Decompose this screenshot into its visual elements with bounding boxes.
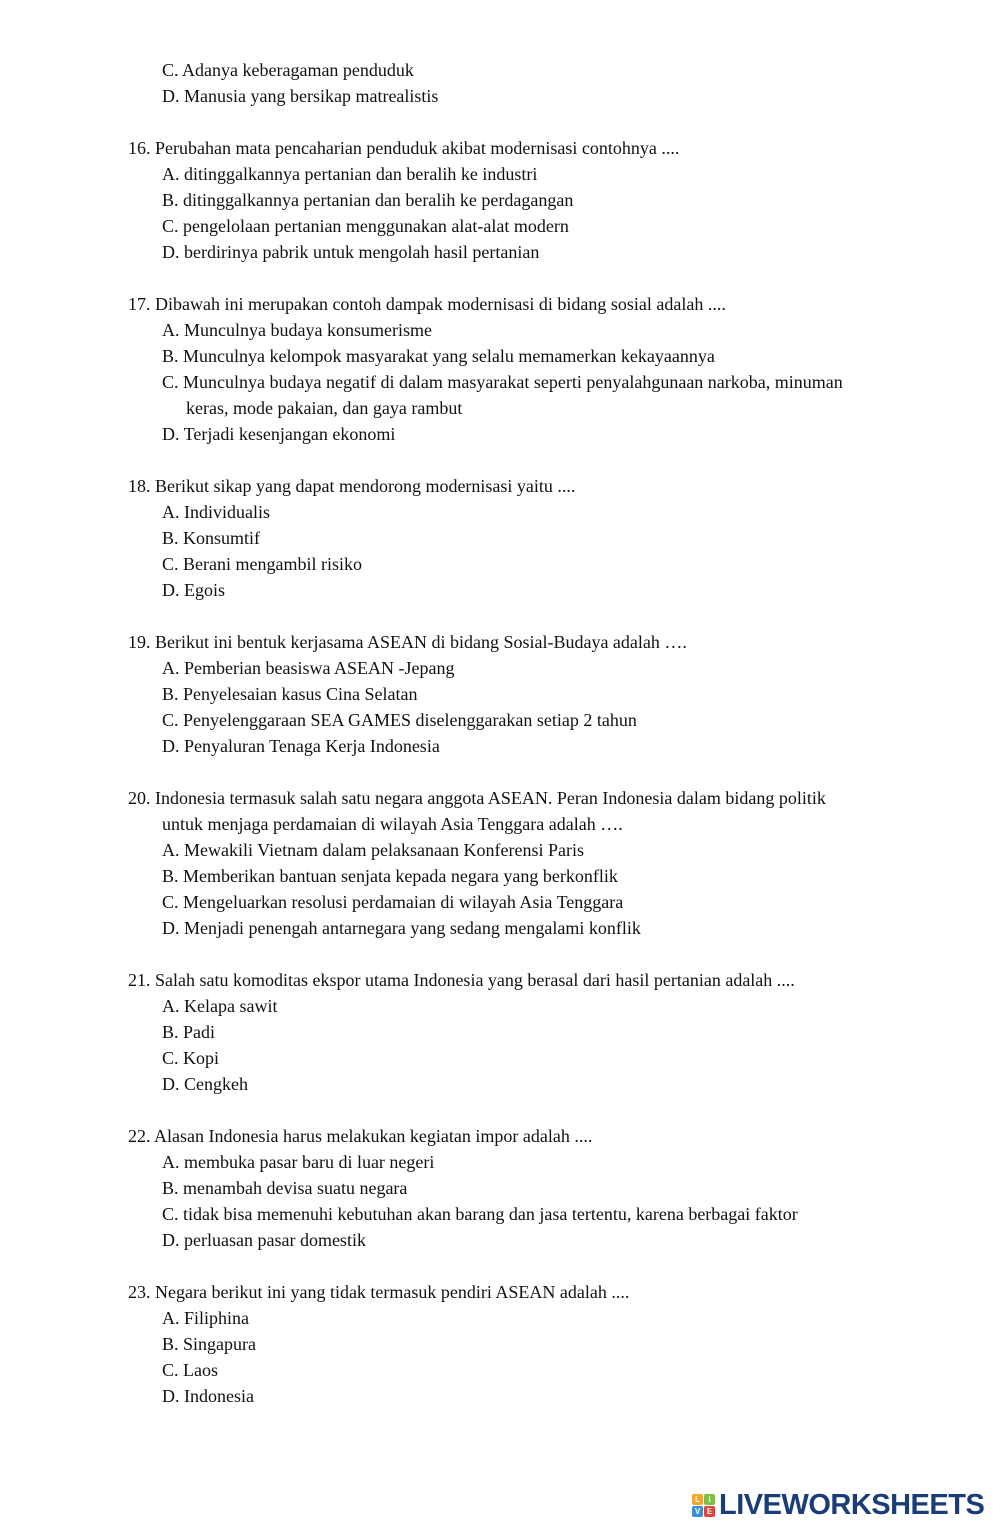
logo-tile: V (692, 1506, 703, 1517)
question-text: 16. Perubahan mata pencaharian penduduk akibat modernisasi contohnya .... (128, 138, 680, 158)
question-text: untuk menjaga perdamaian di wilayah Asia Tenggara adalah …. (162, 814, 623, 834)
answer-option: D. berdirinya pabrik untuk mengolah hasil pertanian (162, 242, 540, 262)
answer-option: A. Filiphina (162, 1308, 250, 1328)
question-text: 22. Alasan Indonesia harus melakukan kegiatan impor adalah .... (128, 1126, 593, 1146)
answer-option: C. Kopi (162, 1048, 220, 1068)
answer-option: B. Munculnya kelompok masyarakat yang selalu memamerkan kekayaannya (162, 346, 715, 366)
question-text: 21. Salah satu komoditas ekspor utama Indonesia yang berasal dari hasil pertanian adalah .... (128, 970, 795, 990)
question-block (0, 473, 1000, 603)
answer-option: B. Padi (162, 1022, 216, 1042)
question-text: 19. Berikut ini bentuk kerjasama ASEAN di bidang Sosial-Budaya adalah …. (128, 632, 687, 652)
answer-option: A. Munculnya budaya konsumerisme (162, 320, 432, 340)
answer-option: A. Kelapa sawit (162, 996, 278, 1016)
answer-option: D. Indonesia (162, 1386, 254, 1406)
question-block (0, 1123, 1000, 1253)
question-text: 20. Indonesia termasuk salah satu negara anggota ASEAN. Peran Indonesia dalam bidang politik (128, 788, 826, 808)
answer-option: B. ditinggalkannya pertanian dan beralih ke perdagangan (162, 190, 574, 210)
answer-option: D. perluasan pasar domestik (162, 1230, 366, 1250)
answer-option: B. Penyelesaian kasus Cina Selatan (162, 684, 418, 704)
answer-option: C. Laos (162, 1360, 218, 1380)
answer-option: D. Terjadi kesenjangan ekonomi (162, 424, 396, 444)
question-block (0, 785, 1000, 941)
answer-option: C. Penyelenggaraan SEA GAMES diselenggarakan setiap 2 tahun (162, 710, 637, 730)
question-block (0, 291, 1000, 447)
answer-option: B. Singapura (162, 1334, 256, 1354)
answer-option: A. ditinggalkannya pertanian dan beralih ke industri (162, 164, 538, 184)
answer-option: C. Berani mengambil risiko (162, 554, 362, 574)
answer-option: C. tidak bisa memenuhi kebutuhan akan barang dan jasa tertentu, karena berbagai faktor (162, 1204, 798, 1224)
question-block (0, 57, 1000, 109)
question-block (0, 967, 1000, 1097)
answer-option: C. pengelolaan pertanian menggunakan alat-alat modern (162, 216, 569, 236)
question-block (0, 1279, 1000, 1409)
logo-tile: L (692, 1494, 703, 1505)
question-list (0, 57, 1000, 1435)
live-tiles-icon (692, 1494, 715, 1517)
question-text: 23. Negara berikut ini yang tidak termasuk pendiri ASEAN adalah .... (128, 1282, 630, 1302)
answer-option: A. Individualis (162, 502, 270, 522)
answer-option: keras, mode pakaian, dan gaya rambut (186, 398, 463, 418)
answer-option: C. Adanya keberagaman penduduk (162, 60, 414, 80)
logo-text: LIVEWORKSHEETS (719, 1488, 985, 1521)
answer-option: D. Manusia yang bersikap matrealistis (162, 86, 439, 106)
answer-option: C. Mengeluarkan resolusi perdamaian di wilayah Asia Tenggara (162, 892, 624, 912)
question-text: 18. Berikut sikap yang dapat mendorong modernisasi yaitu .... (128, 476, 576, 496)
logo-tile: E (704, 1506, 715, 1517)
liveworksheets-logo (692, 1490, 984, 1520)
answer-option: D. Cengkeh (162, 1074, 248, 1094)
answer-option: B. Konsumtif (162, 528, 261, 548)
question-block (0, 629, 1000, 759)
question-text: 17. Dibawah ini merupakan contoh dampak modernisasi di bidang sosial adalah .... (128, 294, 726, 314)
question-block (0, 135, 1000, 265)
answer-option: A. Mewakili Vietnam dalam pelaksanaan Konferensi Paris (162, 840, 584, 860)
answer-option: C. Munculnya budaya negatif di dalam masyarakat seperti penyalahgunaan narkoba, minuman (162, 372, 843, 392)
answer-option: B. menambah devisa suatu negara (162, 1178, 408, 1198)
answer-option: B. Memberikan bantuan senjata kepada negara yang berkonflik (162, 866, 618, 886)
logo-tile: I (704, 1494, 715, 1505)
answer-option: A. membuka pasar baru di luar negeri (162, 1152, 435, 1172)
answer-option: D. Egois (162, 580, 225, 600)
answer-option: A. Pemberian beasiswa ASEAN -Jepang (162, 658, 455, 678)
answer-option: D. Penyaluran Tenaga Kerja Indonesia (162, 736, 440, 756)
answer-option: D. Menjadi penengah antarnegara yang sedang mengalami konflik (162, 918, 641, 938)
